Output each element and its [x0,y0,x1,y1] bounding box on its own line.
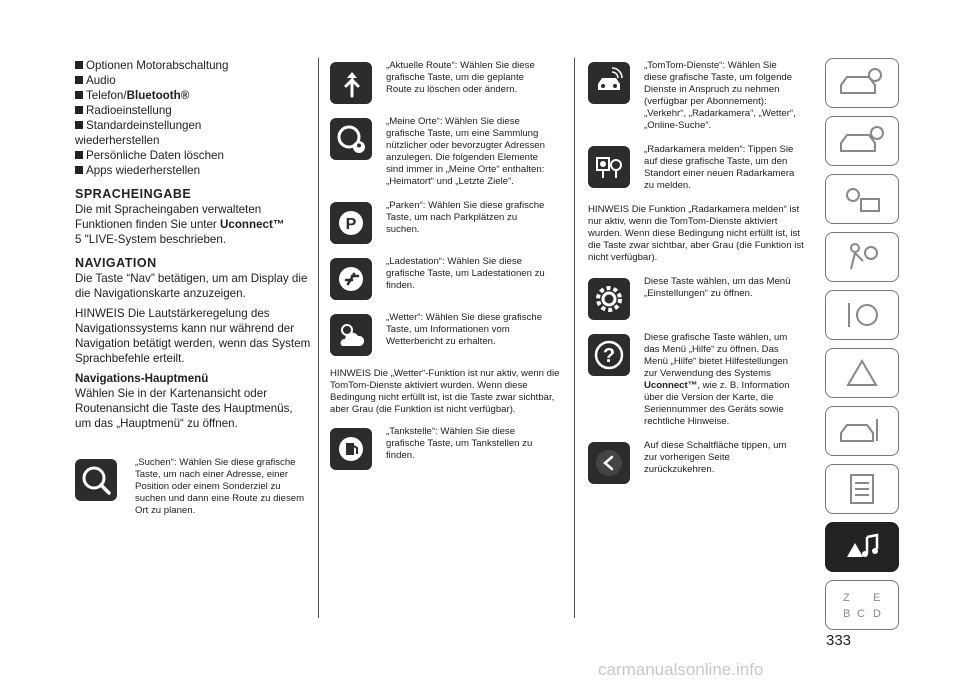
entry-suchen: „Suchen“: Wählen Sie diese grafische Taste, um nach einer Adresse, einer Position oder einem Sonderziel zu suchen und dann eine Route zu diesem Ort zu planen. [75,457,311,517]
tab-multimedia [825,522,899,572]
list-item: Radioeinstellung [75,103,311,118]
svg-text:E: E [873,592,881,604]
gear-icon [588,278,630,320]
entry-ladestation: „Ladestation“: Wählen Sie diese grafische Taste, um Ladestationen zu finden. [330,256,565,300]
list-item-continuation: wiederherstellen [75,134,160,147]
column-1 [75,58,311,529]
my-places-icon [330,118,372,160]
tab-technical-data [825,464,899,514]
multimedia-music-icon [837,529,887,565]
entry-tankstelle: „Tankstelle“: Wählen Sie diese grafische Taste, um Tankstellen zu finden. [330,426,565,470]
car-services-icon [588,62,630,104]
square-bullet-icon [75,76,83,84]
entry-radarkamera: „Radarkamera melden“: Tippen Sie auf diese grafische Taste, um den Standort einer neuen Radarkamera zu melden. [588,144,816,192]
entry-zurueck: Auf diese Schaltfläche tippen, um zur vorherigen Seite zurückzukehren. [588,440,816,484]
entry-wetter: „Wetter“: Wählen Sie diese grafische Taste, um Informationen vom Wetterbericht zu erhalten. [330,312,565,356]
heading-navigation: NAVIGATION [75,256,157,270]
tab-maintenance [825,406,899,456]
heading-spracheingabe: SPRACHEINGABE [75,187,192,201]
car-info-icon [837,123,887,159]
light-message-icon [837,181,887,217]
svg-text:P: P [345,216,357,233]
car-wrench-icon [837,413,887,449]
square-bullet-icon [75,61,83,69]
svg-text:D: D [873,608,881,620]
entry-meine-orte: „Meine Orte“: Wählen Sie diese grafische Taste, um eine Sammlung nützlicher oder bevorzugter Adressen anzulegen. Die folgenden Elemente sind immer in „Meine Orte“ enthalten: „Heimatort“ und „Letzte Ziele“. [330,116,565,188]
svg-text:C: C [857,608,865,620]
entry-hilfe: ? Diese grafische Taste wählen, um das Menü „Hilfe“ zu öffnen. Das Menü „Hilfe“ bietet Hilfestellungen zur Verwendung des Systems Uconnect™, wie z. B. Information über die Version der Karte, die Seriennummer des Geräts sowie rechtliche Hinweise. [588,332,816,428]
chapter-tabs [825,58,899,638]
list-item: Persönliche Daten löschen [75,148,311,163]
tab-car-info [825,116,899,166]
paragraph-hinweis-radar: HINWEIS Die Funktion „Radarkamera melden“ ist nur aktiv, wenn die TomTom-Dienste aktiviert wurden. Wenn diese Bedingung nicht erfüllt ist, ist die Taste zwar sichtbar, aber Grau (die Funktion ist nicht verfügbar). [588,204,804,263]
entry-tomtom-dienste: „TomTom-Dienste“: Wählen Sie diese grafische Taste, um folgende Dienste in Anspruch zu nehmen (verfügbar per Abonnement): „Verkehr“, „Radarkamera“, „Wetter“, „Online-Suche“. [588,60,816,132]
paragraph-hinweis-wetter: HINWEIS Die „Wetter“-Funktion ist nur aktiv, wenn die TomTom-Dienste aktiviert wurden. Wenn diese Bedingung nicht erfüllt ist, ist die Taste zwar sichtbar, aber Grau (die Funktion ist nicht verfügbar). [330,368,560,415]
square-bullet-icon [75,166,83,174]
column-3 [588,60,816,496]
weather-icon [330,314,372,356]
steering-wheel-icon [837,297,887,333]
alphabet-index-icon [837,587,887,623]
list-item: Optionen Motorabschaltung [75,58,311,73]
square-bullet-icon [75,91,83,99]
column-divider [574,58,575,618]
entry-aktuelle-route: „Aktuelle Route“: Wählen Sie diese grafische Taste, um die geplante Route zu löschen oder ändern. [330,60,565,104]
column-divider [318,58,319,618]
search-icon [75,459,117,501]
paragraph-hauptmenue: Wählen Sie in der Kartenansicht oder Routenansicht die Taste des Hauptmenüs, um das „Hauptmenü“ zu öffnen. [75,387,293,430]
parking-icon [330,202,372,244]
svg-text:Z: Z [843,592,850,604]
watermark: carmanualsonline.info [598,660,764,679]
square-bullet-icon [75,106,83,114]
paragraph-spracheingabe: Die mit Spracheingaben verwalteten Funktionen finden Sie unter Uconnect™ 5 "LIVE-System beschrieben. [75,203,285,246]
heading-hauptmenue: Navigations-Hauptmenü [75,372,209,385]
list-item: Standardeinstellungen [75,118,311,133]
paragraph-hinweis: HINWEIS Die Lautstärkeregelung des Navigationssystems kann nur während der Navigation betätigt werden, wenn das System Sprachbefehle erteilt. [75,307,311,365]
airbag-icon [837,239,887,275]
entry-einstellungen: Diese Taste wählen, um das Menü „Einstellungen“ zu öffnen. [588,276,816,320]
car-search-icon [837,65,887,101]
speed-camera-icon [588,146,630,188]
list-item: Apps wiederherstellen [75,163,311,178]
tab-safety [825,232,899,282]
list-item: Audio [75,73,311,88]
column-2 [330,60,565,482]
square-bullet-icon [75,151,83,159]
tab-driving [825,290,899,340]
page-number: 333 [826,632,852,649]
tab-emergency [825,348,899,398]
tab-index [825,580,899,630]
fuel-station-icon [330,428,372,470]
document-icon [837,471,887,507]
svg-text:B: B [843,608,851,620]
warning-triangle-icon [837,355,887,391]
tab-lights-messages [825,174,899,224]
help-icon [588,334,630,376]
tab-car-inspection [825,58,899,108]
entry-parken: P „Parken“: Wählen Sie diese grafische Taste, um nach Parkplätzen zu suchen. [330,200,565,244]
back-icon [588,442,630,484]
charging-station-icon [330,258,372,300]
paragraph-navigation: Die Taste “Nav” betätigen, um am Display die die Navigationskarte anzuzeigen. [75,272,308,300]
svg-text:?: ? [602,345,616,367]
route-icon [330,62,372,104]
list-item: Telefon/Bluetooth® [75,88,311,103]
square-bullet-icon [75,121,83,129]
